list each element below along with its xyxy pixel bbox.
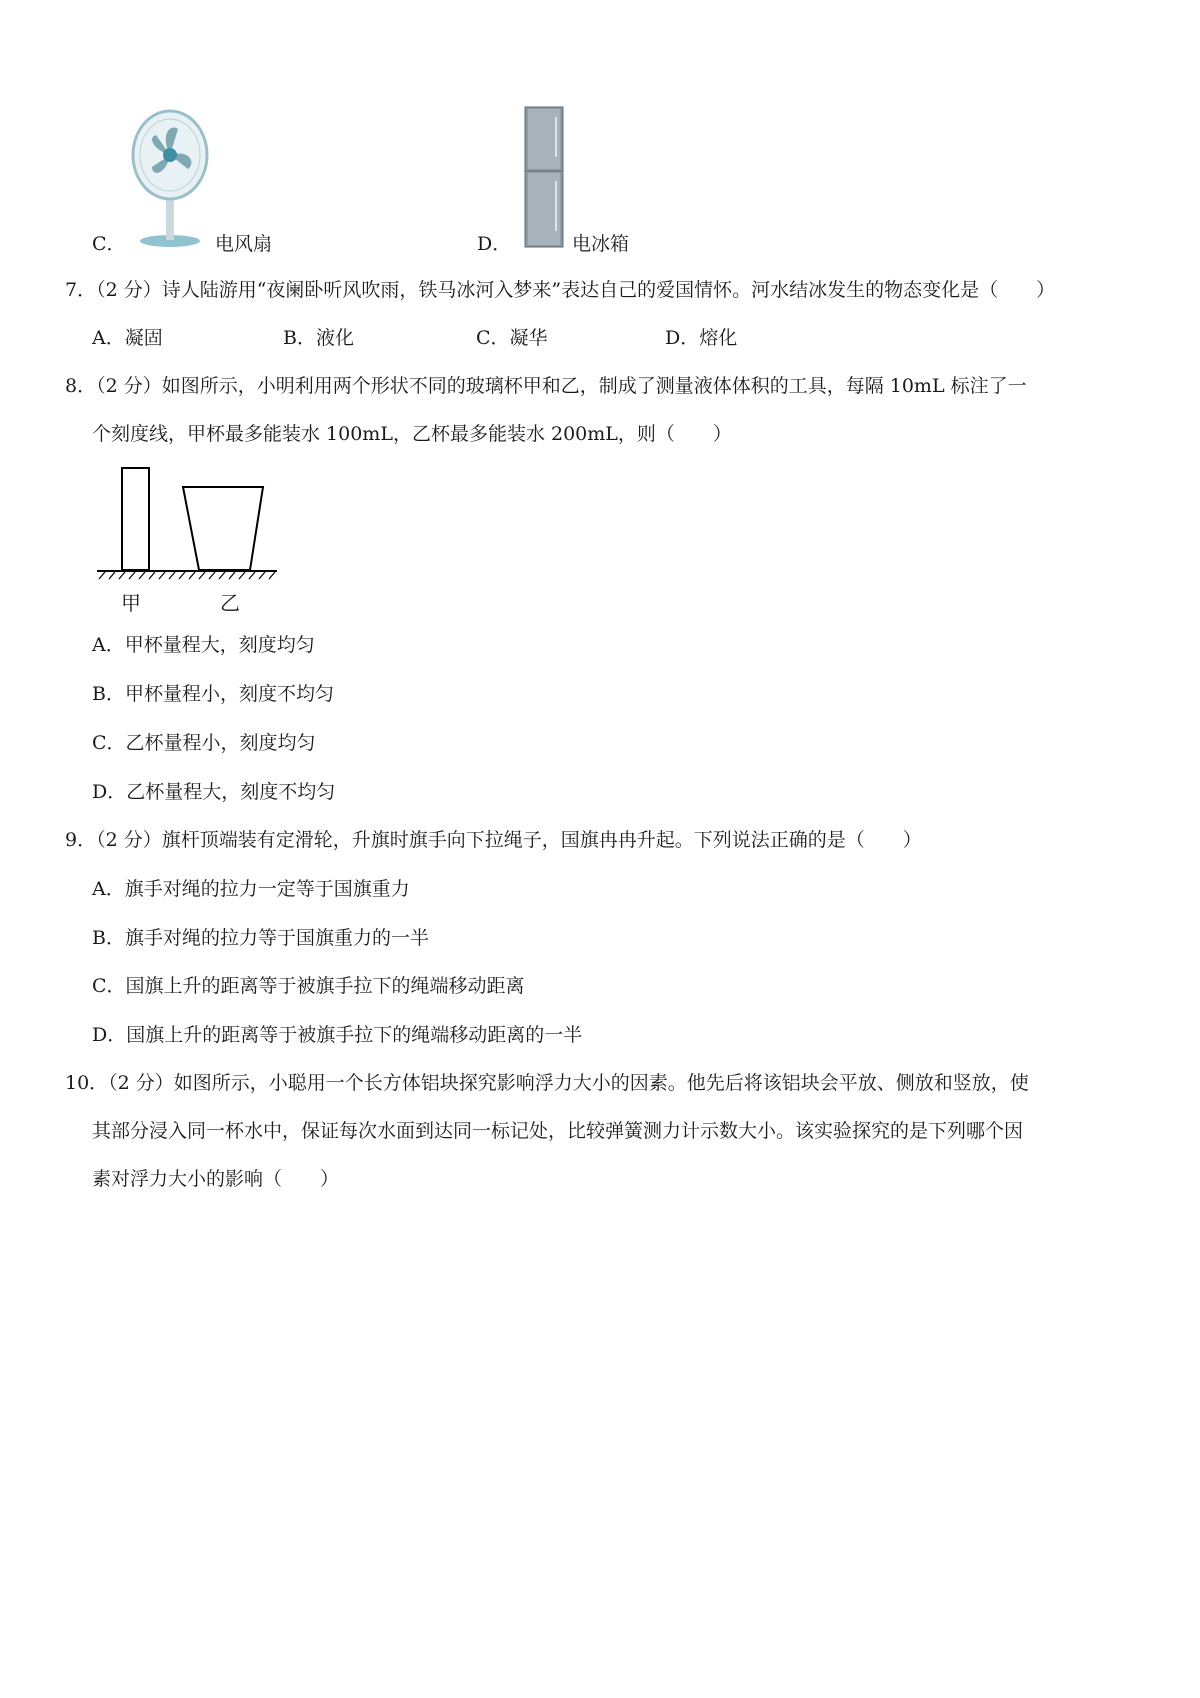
q9-option-b: B．旗手对绳的拉力等于国旗重力的一半 <box>92 927 429 949</box>
q7-option-b: B．液化 <box>283 327 354 349</box>
q8-stem-line2: 个刻度线，甲杯最多能装水 100mL，乙杯最多能装水 200mL，则（ ） <box>92 423 732 445</box>
cup-yi <box>183 487 263 570</box>
q9-option-a: A．旗手对绳的拉力一定等于国旗重力 <box>92 878 410 900</box>
refrigerator-icon <box>520 105 570 250</box>
q9-option-c: C．国旗上升的距离等于被旗手拉下的绳端移动距离 <box>92 975 525 997</box>
electric-fan-icon <box>130 105 210 250</box>
q8-option-d: D．乙杯量程大，刻度不均匀 <box>92 781 336 803</box>
cup-label-yi: 乙 <box>220 591 240 615</box>
q10-stem-line1: 10．（2 分）如图所示，小聪用一个长方体铝块探究影响浮力大小的因素。他先后将该铝块会平放、侧放和竖放，使 <box>65 1072 1029 1094</box>
option-c-label: 电风扇 <box>215 233 273 255</box>
cup-label-jia: 甲 <box>121 591 141 615</box>
q9-stem: 9．（2 分）旗杆顶端装有定滑轮，升旗时旗手向下拉绳子，国旗冉冉升起。下列说法正确的是（ ） <box>65 829 922 851</box>
q7-option-d: D．熔化 <box>665 327 738 349</box>
q10-stem-line3: 素对浮力大小的影响（ ） <box>92 1168 340 1190</box>
q7-option-c: C．凝华 <box>476 327 548 349</box>
option-d-letter: D． <box>477 233 512 255</box>
option-c-letter: C． <box>92 233 126 255</box>
q8-stem-line1: 8．（2 分）如图所示，小明利用两个形状不同的玻璃杯甲和乙，制成了测量液体体积的工具，每隔 10mL 标注了一 <box>65 375 1027 397</box>
q8-option-a: A．甲杯量程大，刻度均匀 <box>92 634 315 656</box>
glass-cups-figure <box>95 465 280 585</box>
q8-option-c: C．乙杯量程小，刻度均匀 <box>92 732 316 754</box>
q7-option-a: A．凝固 <box>92 327 163 349</box>
cup-jia <box>122 468 149 570</box>
q8-option-b: B．甲杯量程小，刻度不均匀 <box>92 683 334 705</box>
q7-stem: 7．（2 分）诗人陆游用“夜阑卧听风吹雨，铁马冰河入梦来”表达自己的爱国情怀。河水结冰发生的物态变化是（ ） <box>65 279 1056 301</box>
q9-option-d: D．国旗上升的距离等于被旗手拉下的绳端移动距离的一半 <box>92 1024 583 1046</box>
option-d-label: 电冰箱 <box>572 233 630 255</box>
q10-stem-line2: 其部分浸入同一杯水中，保证每次水面到达同一标记处，比较弹簧测力计示数大小。该实验探究的是下列哪个因 <box>92 1120 1024 1142</box>
